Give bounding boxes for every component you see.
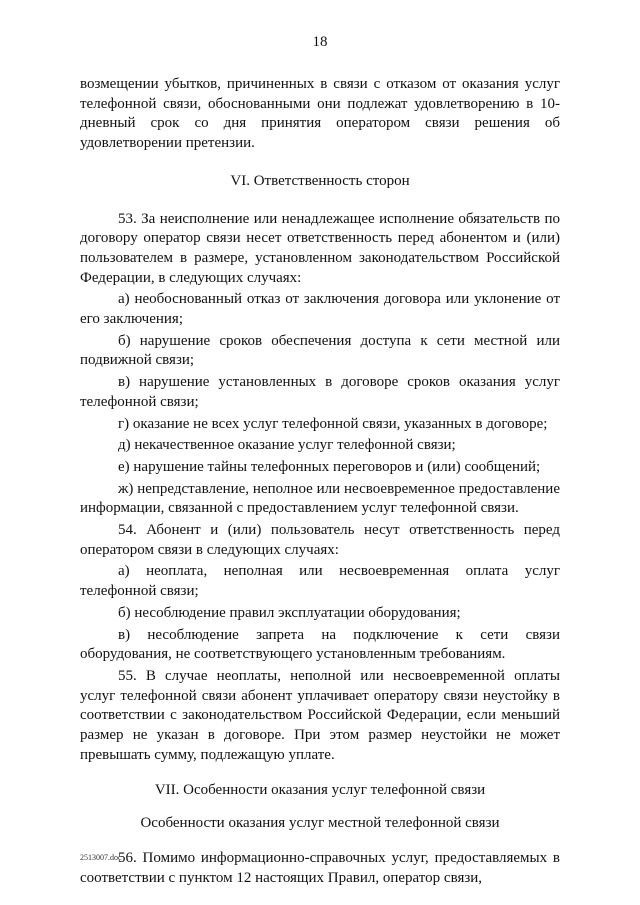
page-body (80, 75, 560, 888)
paragraph-53-item-g: г) оказание не всех услуг телефонной связи, указанных в договоре; (118, 415, 548, 432)
paragraph-54-item-v: в) несоблюдение запрета на подключение к сети связи оборудования, не соответствующего установленным требованиям. (80, 626, 560, 663)
paragraph-54-item-a: а) неоплата, неполная или несвоевременная оплата услуг телефонной связи; (80, 563, 560, 600)
paragraph-53-item-b: б) нарушение сроков обеспечения доступа к сети местной или подвижной связи; (80, 332, 560, 369)
section-7-heading: VII. Особенности оказания услуг телефонной связи (154, 781, 486, 798)
section-6-heading: VI. Ответственность сторон (230, 172, 410, 189)
section-7-subheading: Особенности оказания услуг местной телефонной связи (140, 815, 500, 832)
paragraph-56: 56. Помимо информационно-справочных услуг, предоставляемых в соответствии с пунктом 12 настоящих Правил, оператор связи, (80, 849, 560, 886)
paragraph-54-item-b: б) несоблюдение правил эксплуатации оборудования; (118, 604, 461, 621)
paragraph-53: 53. За неисполнение или ненадлежащее исполнение обязательств по договору оператор связи несет ответственность перед абонентом и (или) пользователем в размере, установленном законодательством Российской Федерации, в следующих случаях: (80, 210, 560, 286)
paragraph-54: 54. Абонент и (или) пользователь несут ответственность перед оператором связи в следующих случаях: (80, 522, 560, 558)
page-number: 18 (312, 34, 328, 50)
paragraph-53-item-zh: ж) непредставление, неполное или несвоевременное предоставление информации, связанной с предоставлением услуг телефонной связи. (80, 480, 560, 517)
footer-filename: 2513007.doc (80, 853, 122, 862)
paragraph-55: 55. В случае неоплаты, неполной или несвоевременной оплаты услуг телефонной связи абонент уплачивает оператору связи неустойку в соответствии с законодательством Российской Федерации, если меньший размер не указан в договоре. При этом размер неустойки не может превышать сумму, подлежащую уплате. (80, 667, 560, 763)
paragraph-53-item-a: а) необоснованный отказ от заключения договора или уклонение от его заключения; (80, 291, 560, 328)
paragraph-53-item-e: е) нарушение тайны телефонных переговоров и (или) сообщений; (118, 458, 541, 475)
intro-paragraph: возмещении убытков, причиненных в связи с отказом от оказания услуг телефонной связи, обоснованными они подлежат удовлетворению в 10-дневный срок со дня принятия оператором связи решения об удовлетворении претензии. (80, 76, 560, 152)
paragraph-53-item-d: д) некачественное оказание услуг телефонной связи; (118, 437, 456, 454)
paragraph-53-item-v: в) нарушение установленных в договоре сроков оказания услуг телефонной связи; (80, 374, 560, 410)
